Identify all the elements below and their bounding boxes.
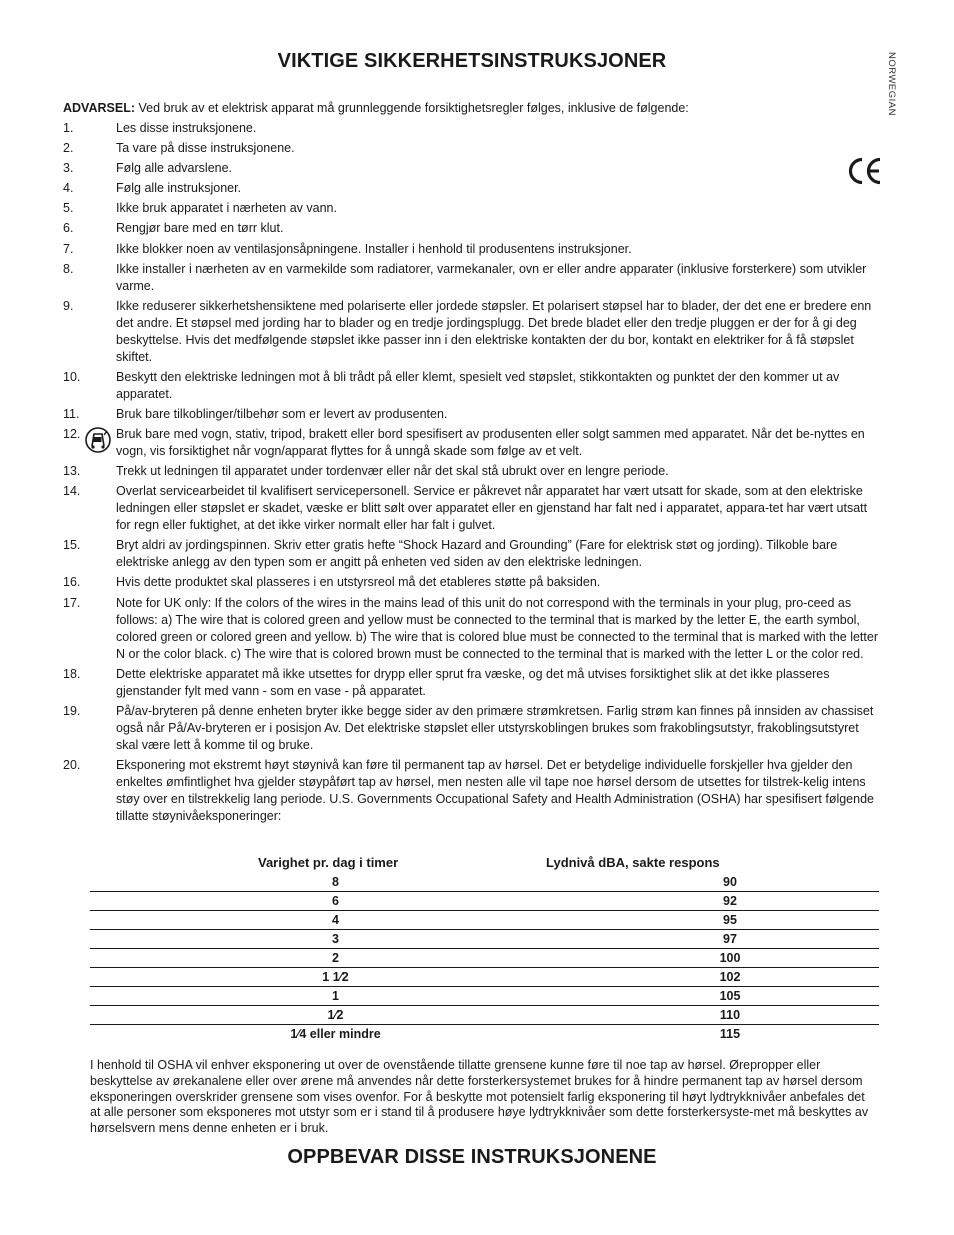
noise-exposure-table bbox=[90, 873, 879, 1043]
level-cell: 90 bbox=[581, 873, 879, 892]
instruction-item bbox=[63, 595, 883, 663]
instruction-item bbox=[63, 537, 883, 571]
table-row bbox=[90, 911, 879, 930]
duration-cell: 3 bbox=[90, 930, 581, 949]
instruction-text: Beskytt den elektriske ledningen mot å bli trådt på eller klemt, spesielt ved støpslet, stikkontakten og punktet der den kommer ut av apparatet. bbox=[116, 369, 840, 401]
instruction-text: Følg alle instruksjoner. bbox=[116, 181, 242, 196]
duration-cell: 4 bbox=[90, 911, 581, 930]
table-row bbox=[90, 892, 879, 911]
instruction-item bbox=[63, 241, 883, 258]
instruction-item bbox=[63, 160, 883, 177]
duration-cell: 8 bbox=[90, 873, 581, 892]
instruction-number: 9. bbox=[63, 298, 74, 313]
page-title: VIKTIGE SIKKERHETSINSTRUKSJONER bbox=[277, 50, 667, 72]
language-label: NORWEGIAN bbox=[886, 52, 897, 116]
instruction-text: Hvis dette produktet skal plasseres i en utstyrsreol må det etableres støtte på baksiden. bbox=[116, 575, 601, 590]
level-cell: 115 bbox=[719, 1027, 741, 1041]
instruction-item bbox=[63, 180, 883, 197]
instruction-number: 18. bbox=[63, 666, 81, 681]
table-row bbox=[90, 968, 879, 987]
instruction-number: 1. bbox=[63, 121, 74, 135]
instruction-text: Ikke bruk apparatet i nærheten av vann. bbox=[116, 201, 337, 216]
instruction-item bbox=[63, 406, 883, 423]
instruction-text: Bryt aldri av jordingspinnen. Skriv etter gratis hefte “Shock Hazard and Grounding” (Fare for elektrisk støt og jording). Tilkoble bare elektriske anlegg av den typen som er angitt på enheten ved siden av den elektriske ledningen. bbox=[116, 538, 838, 570]
table-header-level: Lydnivå dBA, sakte respons bbox=[546, 855, 720, 870]
footer-title: OPPBEVAR DISSE INSTRUKSJONENE bbox=[287, 1146, 657, 1168]
instruction-number: 7. bbox=[63, 241, 74, 256]
instruction-item bbox=[63, 757, 883, 825]
duration-cell: 1⁄2 bbox=[90, 1006, 581, 1025]
instruction-text: På/av-bryteren på denne enheten bryter ikke begge sider av den primære strømkretsen. Farlig strøm kan finnes på innsiden av chassiset også når På/Av-bryteren er i posisjon Av. Det elektriske støpslet eller utstyrskoblingen brukes som frakoblingsutstyr, frakoblingsutstyret skal være lett å komme til og bruke. bbox=[116, 703, 874, 752]
instruction-item bbox=[63, 200, 883, 217]
instruction-item bbox=[63, 298, 883, 366]
instruction-text: Les disse instruksjonene. bbox=[116, 121, 257, 135]
table-row bbox=[90, 987, 879, 1006]
instruction-number: 14. bbox=[63, 484, 81, 499]
duration-cell: 1 bbox=[90, 987, 581, 1006]
instruction-number: 15. bbox=[63, 538, 81, 553]
instruction-text: Overlat servicearbeidet til kvalifisert servicepersonell. Service er påkrevet når apparatet har vært utsatt for skade, som at den elektriske ledningen eller støpslet er skadet, væske er blitt sølt over apparatet eller en gjenstand har falt ned i apparatet, appara-tet har vært utsatt for regn eller fuktighet, at det ikke virker normalt eller har falt i gulvet. bbox=[116, 484, 868, 533]
cart-tip-over-warning-icon bbox=[85, 426, 111, 454]
instruction-text: Bruk bare med vogn, stativ, tripod, brakett eller bord spesifisert av produsenten eller solgt sammen med apparatet. Når det be-nyttes en vogn, vis forsiktighet når vogn/apparat flyttes for å unngå skade som følge av et velt. bbox=[116, 427, 865, 459]
instruction-text: Ta vare på disse instruksjonene. bbox=[116, 141, 295, 156]
instruction-number: 2. bbox=[63, 141, 74, 156]
level-cell: 95 bbox=[581, 911, 879, 930]
warning-intro bbox=[63, 100, 883, 117]
level-cell: 100 bbox=[581, 949, 879, 968]
level-cell: 97 bbox=[581, 930, 879, 949]
warning-text: Ved bruk av et elektrisk apparat må grunnleggende forsiktighetsregler følges, inklusive de følgende: bbox=[135, 101, 689, 115]
instruction-number: 6. bbox=[63, 221, 74, 236]
instruction-number: 3. bbox=[63, 161, 74, 176]
instruction-text: Følg alle advarslene. bbox=[116, 161, 233, 176]
instruction-item bbox=[63, 483, 883, 534]
instruction-number: 19. bbox=[63, 703, 81, 718]
table-row bbox=[90, 1025, 879, 1044]
instruction-text: Ikke blokker noen av ventilasjonsåpningene. Installer i henhold til produsentens instruksjoner. bbox=[116, 241, 632, 256]
instruction-number: 8. bbox=[63, 261, 74, 276]
instruction-item bbox=[63, 140, 883, 157]
instruction-text: Bruk bare tilkoblinger/tilbehør som er levert av produsenten. bbox=[116, 406, 448, 421]
instruction-number: 16. bbox=[63, 575, 81, 590]
instruction-item bbox=[63, 261, 883, 295]
instruction-number: 10. bbox=[63, 369, 81, 384]
instruction-number: 20. bbox=[63, 757, 81, 772]
level-cell: 105 bbox=[581, 987, 879, 1006]
instruction-text: Ikke reduserer sikkerhetshensiktene med polariserte eller jordede støpsler. Et polarisert støpsel har to blader, der det ene er bredere enn det andre. Et støpsel med jording har to blader og en tredje jordingsplugg. Det brede bladet eller den tredje pluggen er der for å gi deg beskyttelse. Hvis det medfølgende støpslet ikke passer inn i den elektriske kontakten der du bor, kontakt en elektriker for å få støpslet skiftet. bbox=[116, 298, 872, 364]
table-row bbox=[90, 1006, 879, 1025]
instruction-item bbox=[63, 463, 883, 480]
table-row bbox=[90, 930, 879, 949]
instruction-item bbox=[63, 120, 883, 137]
instruction-text: Rengjør bare med en tørr klut. bbox=[116, 221, 284, 236]
warning-label: ADVARSEL: bbox=[63, 101, 135, 115]
table-row bbox=[90, 873, 879, 892]
instruction-item bbox=[63, 369, 883, 403]
level-cell: 92 bbox=[581, 892, 879, 911]
instruction-list bbox=[63, 120, 883, 828]
duration-cell: 1 1⁄2 bbox=[90, 968, 581, 987]
instruction-number: 13. bbox=[63, 464, 81, 479]
duration-cell: 1⁄4 eller mindre bbox=[290, 1027, 381, 1041]
instruction-item bbox=[63, 666, 883, 700]
instruction-item bbox=[63, 220, 883, 237]
instruction-text: Note for UK only: If the colors of the wires in the mains lead of this unit do not correspond with the terminals in your plug, pro-ceed as follows: a) The wire that is colored green and yellow must be connected to the terminal that is marked by the letter E, the earth symbol, colored green or colored green and yellow. b) The wire that is colored blue must be connected to the terminal that is marked with the letter N or the color black. c) The wire that is colored brown must be connected to the terminal that is marked with the letter L or the color red. bbox=[116, 595, 878, 661]
instruction-item bbox=[63, 574, 883, 591]
instruction-text: Eksponering mot ekstremt høyt støynivå kan føre til permanent tap av hørsel. Det er betydelige individuelle forskjeller hva gjelder den enkeltes ømfintlighet hva gjelder støypåført tap av hørsel, men nesten alle vil tape noe hørsel dersom de utsettes for tilstrek-kelig intens støy over en tilstrekkelig lang periode. U.S. Governments Occupational Safety and Health Administration (OSHA) har spesifisert følgende tillatte støynivåeksponeringer: bbox=[116, 757, 874, 823]
instruction-text: Trekk ut ledningen til apparatet under tordenvær eller når det skal stå ubrukt over en lengre periode. bbox=[116, 464, 669, 479]
table-header-duration: Varighet pr. dag i timer bbox=[258, 855, 399, 870]
instruction-text: Dette elektriske apparatet må ikke utsettes for drypp eller sprut fra væske, og det må utvises forsiktighet slik at det ikke plasseres gjenstander fylt med vann - som en vase - på apparatet. bbox=[116, 666, 830, 698]
instruction-number: 12. bbox=[63, 427, 81, 442]
instruction-number: 11. bbox=[63, 406, 80, 421]
level-cell: 102 bbox=[581, 968, 879, 987]
level-cell: 110 bbox=[581, 1006, 879, 1025]
duration-cell: 2 bbox=[90, 949, 581, 968]
osha-note: I henhold til OSHA vil enhver eksponering ut over de ovenstående tillatte grensene kunne føre til noe tap av hørsel. Ørepropper eller beskyttelse av ørekanalene eller over ørene må anvendes når dette forsterkersystemet brukes for å hindre permanent tap av hørsel dersom eksponeringen overskrider grensene som vises ovenfor. For å beskytte mot potensielt farlig eksponering til høyt lydtrykknivåer anbefales det at alle personer som eksponeres mot utstyr som er i stand til å produsere høye lydtrykknivåer som dette forsterkersyste-met må beskyttes av hørselsvern mens denne enheten er i bruk. bbox=[90, 1058, 869, 1136]
instruction-item bbox=[63, 426, 883, 460]
instruction-number: 17. bbox=[63, 595, 81, 610]
duration-cell: 6 bbox=[90, 892, 581, 911]
instruction-text: Ikke installer i nærheten av en varmekilde som radiatorer, varmekanaler, ovn er eller andre apparater (inklusive forsterkere) som utvikler varme. bbox=[116, 261, 867, 293]
instruction-item bbox=[63, 703, 883, 754]
instruction-number: 4. bbox=[63, 181, 74, 196]
instruction-number: 5. bbox=[63, 201, 74, 216]
table-row bbox=[90, 949, 879, 968]
